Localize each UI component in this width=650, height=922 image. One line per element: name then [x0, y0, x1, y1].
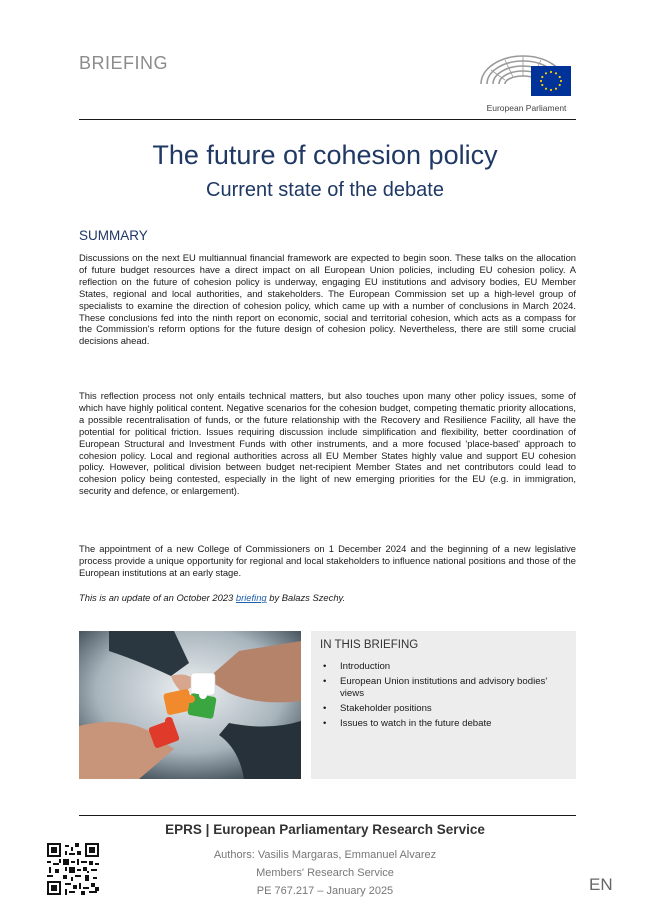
- contents-item-eu-institutions: • European Union institutions and advisory bodies' views: [320, 676, 570, 700]
- service-line: Members' Research Service: [256, 867, 394, 879]
- logo-caption: European Parliament: [486, 103, 567, 113]
- in-this-briefing-heading: IN THIS BRIEFING: [320, 639, 419, 651]
- organisation-name: EPRS | European Parliamentary Research Service: [165, 822, 485, 837]
- puzzle-hands-photo: [79, 631, 301, 779]
- footer-divider: [79, 815, 576, 816]
- contents-item-introduction: • Introduction: [320, 661, 570, 673]
- qr-code-icon: [47, 843, 99, 895]
- document-type-label: BRIEFING: [79, 53, 169, 73]
- summary-heading: SUMMARY: [79, 228, 148, 243]
- header-divider: [79, 119, 576, 120]
- language-code: EN: [589, 875, 613, 894]
- contents-item-issues-to-watch: • Issues to watch in the future debate: [320, 718, 570, 730]
- summary-paragraph-3: The appointment of a new College of Commissioners on 1 December 2024 and the beginning of a new legislative process provide a unique opportunity for regional and local stakeholders to influence national positions and those of the European institutions at an early stage.: [79, 543, 576, 578]
- update-note: [79, 592, 345, 603]
- contents-list: [320, 661, 570, 733]
- update-note-after: by Balazs Szechy.: [266, 592, 346, 603]
- authors-line: Authors: Vasilis Margaras, Emmanuel Alvarez: [213, 849, 437, 861]
- document-subtitle: Current state of the debate: [206, 179, 444, 201]
- summary-paragraph-2: This reflection process not only entails technical matters, but also touches upon many other policy issues, some of which have highly political content. Negative scenarios for the cohesion budget, competing thematic priority allocations, a possible recentralisation of funds, or the future relationship with the Recovery and Resilience Facility, all have the potential for political friction. Issues requiring discussion include simplification and flexibility, better coordination of European Structural and Investment Funds with other instruments, and a more focused 'place-based' approach to cohesion policy. Local and regional authorities across all EU Member States highly value and support EU cohesion policy. However, political division between budget net-recipient Member States and net contributors could lead to cohesion policy being contested, especially in the light of new emerging priorities for the EU (e.g. in immigration, security and defence, or enlargement).: [79, 390, 576, 497]
- reference-line: PE 767.217 – January 2025: [256, 885, 394, 897]
- update-note-before: This is an update of an October 2023: [79, 592, 236, 603]
- briefing-link[interactable]: briefing: [235, 592, 267, 603]
- document-title: The future of cohesion policy: [152, 140, 498, 170]
- summary-paragraph-1: Discussions on the next EU multiannual financial framework are expected to begin soon. These talks on the allocation of future budget resources have a direct impact on all European Union policies, including EU cohesion policy. A reflection on the future of cohesion policy is underway, engaging EU institutions and advisory bodies, EU Member States, regional and local authorities, and stakeholders. The European Commission set up a high-level group of specialists to examine the direction of cohesion policy, which came up with a number of conclusions in March 2024. These conclusions fed into the ninth report on economic, social and territorial cohesion, which acts as a compass for the Commission's reform options for the future design of cohesion policy. Nevertheless, there are still some crucial decisions ahead.: [79, 252, 576, 347]
- contents-item-stakeholder-positions: • Stakeholder positions: [320, 703, 570, 715]
